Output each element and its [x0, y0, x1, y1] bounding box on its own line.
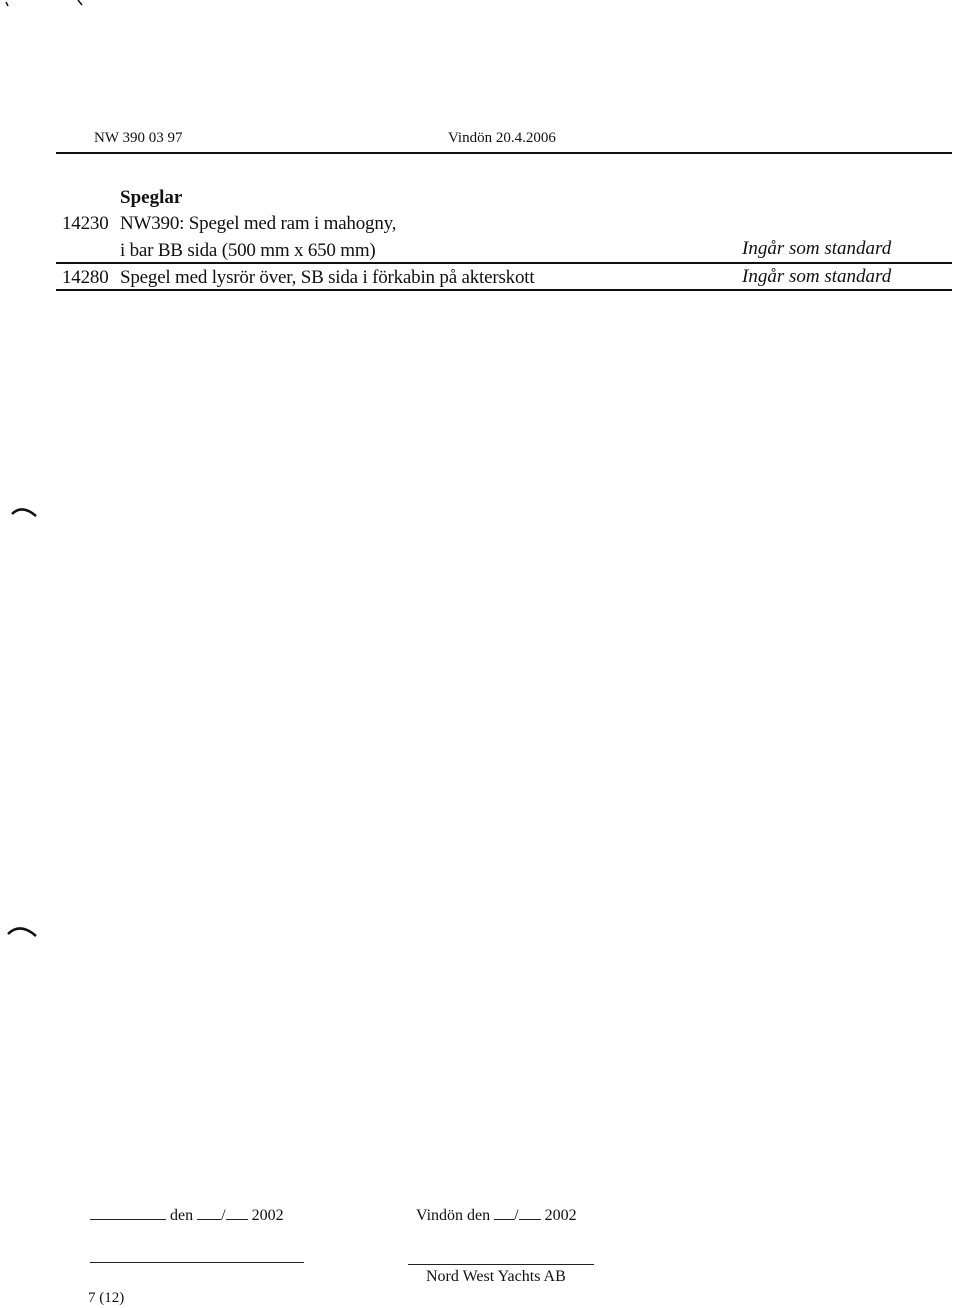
item-description: Spegel med lysrör över, SB sida i förkabin på akterskott	[120, 267, 535, 288]
year: 2002	[251, 1207, 284, 1224]
item-status: Ingår som standard	[742, 266, 892, 287]
item-description: NW390: Spegel med ram i mahogny,	[120, 213, 397, 234]
slash: /	[221, 1207, 226, 1224]
section-title: Speglar	[120, 187, 183, 208]
signature-line-right	[408, 1264, 594, 1265]
row-divider	[56, 289, 952, 291]
blank-day[interactable]	[197, 1205, 221, 1220]
slash: /	[514, 1207, 519, 1224]
signature-line-left	[90, 1262, 304, 1263]
signature-date-line	[416, 1205, 577, 1225]
place-date: Vindön 20.4.2006	[448, 130, 556, 146]
den-label: den	[170, 1207, 194, 1224]
item-code: 14280	[62, 267, 109, 288]
page-number: 7 (12)	[88, 1290, 125, 1306]
company-name: Nord West Yachts AB	[426, 1268, 566, 1285]
blank-day[interactable]	[494, 1205, 514, 1220]
blank-month[interactable]	[519, 1205, 541, 1220]
place-den-label: Vindön den	[416, 1207, 491, 1224]
document-number: NW 390 03 97	[94, 130, 183, 146]
row-divider	[56, 262, 952, 264]
blank-place[interactable]	[90, 1205, 166, 1220]
item-code: 14230	[62, 213, 109, 234]
year: 2002	[544, 1207, 577, 1224]
blank-month[interactable]	[226, 1205, 248, 1220]
signature-date-line	[90, 1205, 284, 1225]
punch-mark-icon	[6, 920, 40, 942]
item-status: Ingår som standard	[742, 238, 892, 259]
punch-mark-icon	[10, 502, 40, 522]
item-description-cont: i bar BB sida (500 mm x 650 mm)	[120, 240, 376, 261]
header-rule	[56, 152, 952, 154]
scan-edge-mark	[2, 0, 92, 10]
